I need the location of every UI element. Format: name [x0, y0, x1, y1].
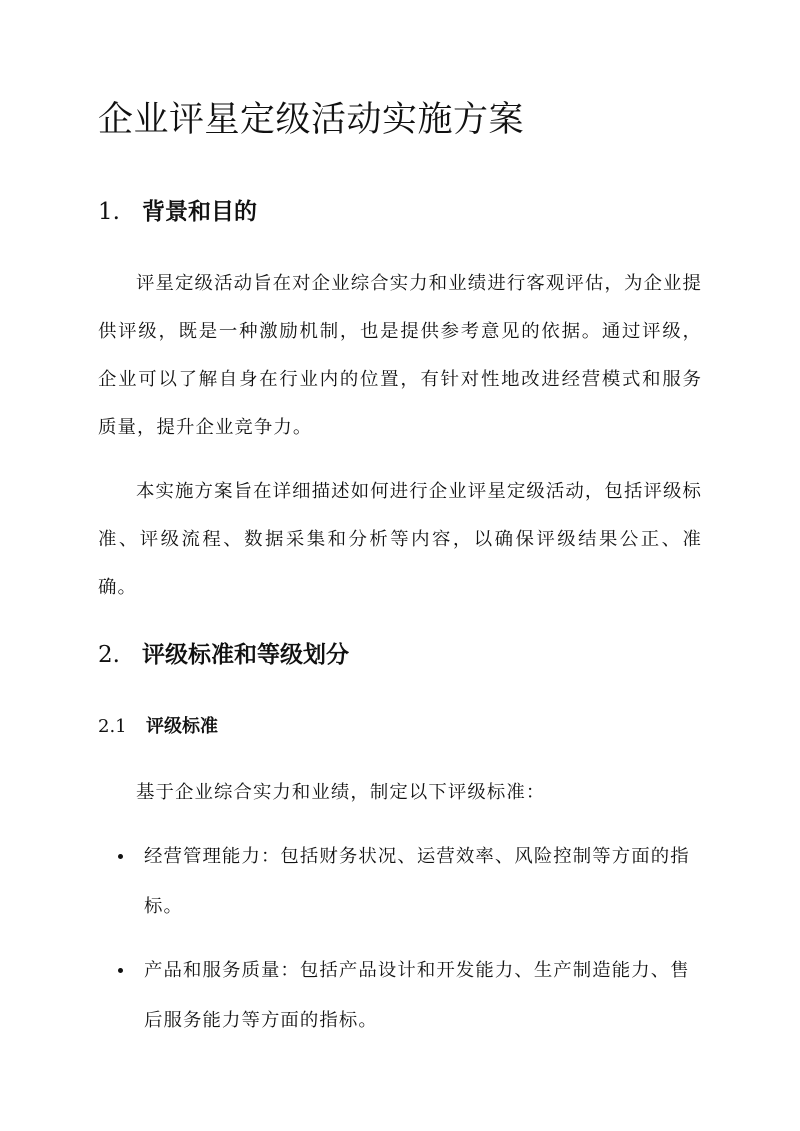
list-item — [114, 946, 700, 1046]
subsection-title: 评级标准 — [146, 716, 218, 737]
list-item — [114, 832, 700, 932]
section-title: 背景和目的 — [142, 198, 257, 225]
document-title: 企业评星定级活动实施方案 — [98, 100, 525, 140]
section-title: 评级标准和等级划分 — [142, 641, 349, 668]
paragraph-scope: 本实施方案旨在详细描述如何进行企业评星定级活动，包括评级标准、评级流程、数据采集和分析等内容，以确保评级结果公正、准确。 — [98, 481, 702, 598]
section-number: 2. — [98, 642, 120, 668]
section-number: 1. — [98, 199, 120, 225]
subsection-number: 2.1 — [98, 716, 127, 737]
bullet-dot-icon — [118, 854, 123, 859]
list-item-text: 经营管理能力：包括财务状况、运营效率、风险控制等方面的指标。 — [144, 846, 690, 917]
paragraph-background: 评星定级活动旨在对企业综合实力和业绩进行客观评估，为企业提供评级，既是一种激励机制，也是提供参考意见的依据。通过评级，企业可以了解自身在行业内的位置，有针对性地改进经营模式和服务质量，提升企业竞争力。 — [98, 273, 702, 438]
section-heading-background — [98, 196, 257, 228]
section-heading-standards — [98, 639, 349, 671]
subsection-heading-rating-standards — [98, 713, 218, 741]
list-item-text: 产品和服务质量：包括产品设计和开发能力、生产制造能力、售后服务能力等方面的指标。 — [144, 960, 690, 1031]
standards-lead-text: 基于企业综合实力和业绩，制定以下评级标准： — [136, 782, 546, 803]
bullet-dot-icon — [118, 968, 123, 973]
